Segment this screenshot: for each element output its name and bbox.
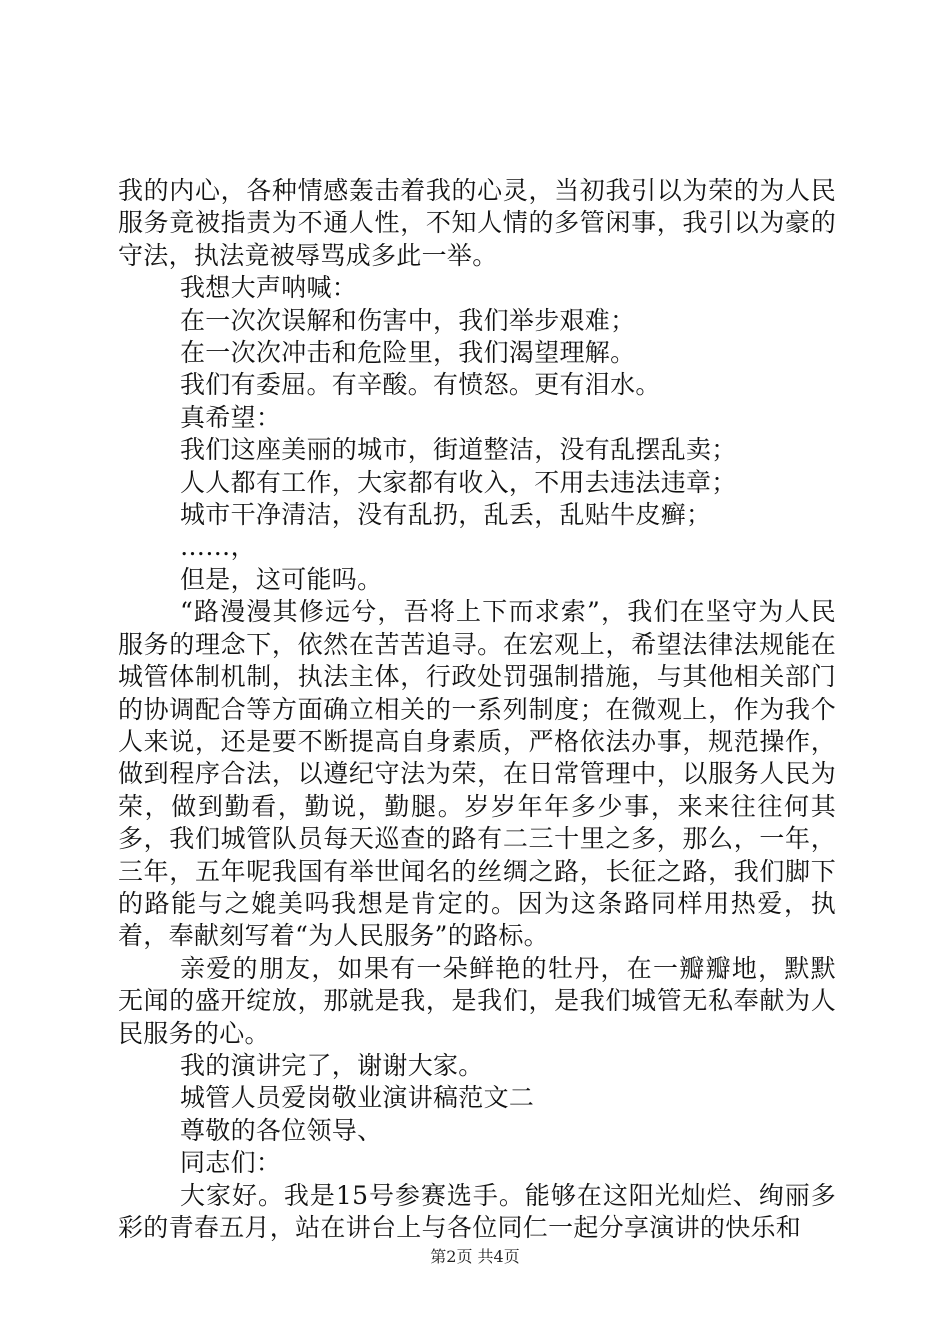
paragraph: 在一次次误解和伤害中，我们举步艰难；	[180, 305, 636, 335]
paragraph: 我们这座美丽的城市，街道整洁，没有乱摆乱卖；	[180, 435, 737, 465]
paragraph: 在一次次冲击和危险里，我们渴望理解。	[180, 338, 636, 368]
paragraph: ……，	[180, 532, 256, 562]
paragraph: 但是，这可能吗。	[180, 564, 383, 594]
page-number-footer: 第2页 共4页	[430, 1247, 520, 1266]
paragraph: 真希望：	[180, 402, 282, 432]
paragraph: 我的内心，各种情感轰击着我的心灵，当初我引以为荣的为人民服务竟被指责为不通人性，不知人情的多管闲事，我引以为豪的守法，执法竟被辱骂成多此一举。	[118, 176, 836, 270]
paragraph: 尊敬的各位领导、	[180, 1115, 383, 1145]
paragraph: 亲爱的朋友，如果有一朵鲜艳的牡丹，在一瓣瓣地，默默无闻的盛开绽放，那就是我，是我们，是我们城管无私奉献为人民服务的心。	[118, 953, 836, 1048]
paragraph: “路漫漫其修远兮，吾将上下而求索”，我们在坚守为人民服务的理念下，依然在苦苦追寻。在宏观上，希望法律法规能在城管体制机制，执法主体，行政处罚强制措施，与其他相关部门的协调配合等方面确立相关的一系列制度；在微观上，作为我个人来说，还是要不断提高自身素质，严格依法办事，规范操作，做到程序合法，以遵纪守法为荣，在日常管理中，以服务人民为荣，做到勤看，勤说，勤腿。岁岁年年多少事，来来往往何其多，我们城管队员每天巡查的路有二三十里之多，那么，一年，三年，五年呢我国有举世闻名的丝绸之路，长征之路，我们脚下的路能与之媲美吗我想是肯定的。因为这条路同样用热爱，执着，奉献刻写着“为人民服务”的路标。	[118, 597, 836, 951]
paragraph: 人人都有工作，大家都有收入，不用去违法违章；	[180, 467, 737, 497]
paragraph: 同志们：	[180, 1148, 282, 1178]
paragraph: 我们有委屈。有辛酸。有愤怒。更有泪水。	[180, 370, 661, 400]
section-heading: 城管人员爱岗敬业演讲稿范文二	[180, 1083, 535, 1113]
paragraph: 大家好。我是15号参赛选手。能够在这阳光灿烂、绚丽多彩的青春五月，站在讲台上与各位同仁一起分享演讲的快乐和	[118, 1180, 836, 1242]
paragraph: 我的演讲完了，谢谢大家。	[180, 1050, 484, 1080]
document-body	[118, 175, 836, 1244]
paragraph: 城市干净清洁，没有乱扔，乱丢，乱贴牛皮癣；	[180, 500, 712, 530]
paragraph: 我想大声呐喊：	[180, 273, 358, 303]
